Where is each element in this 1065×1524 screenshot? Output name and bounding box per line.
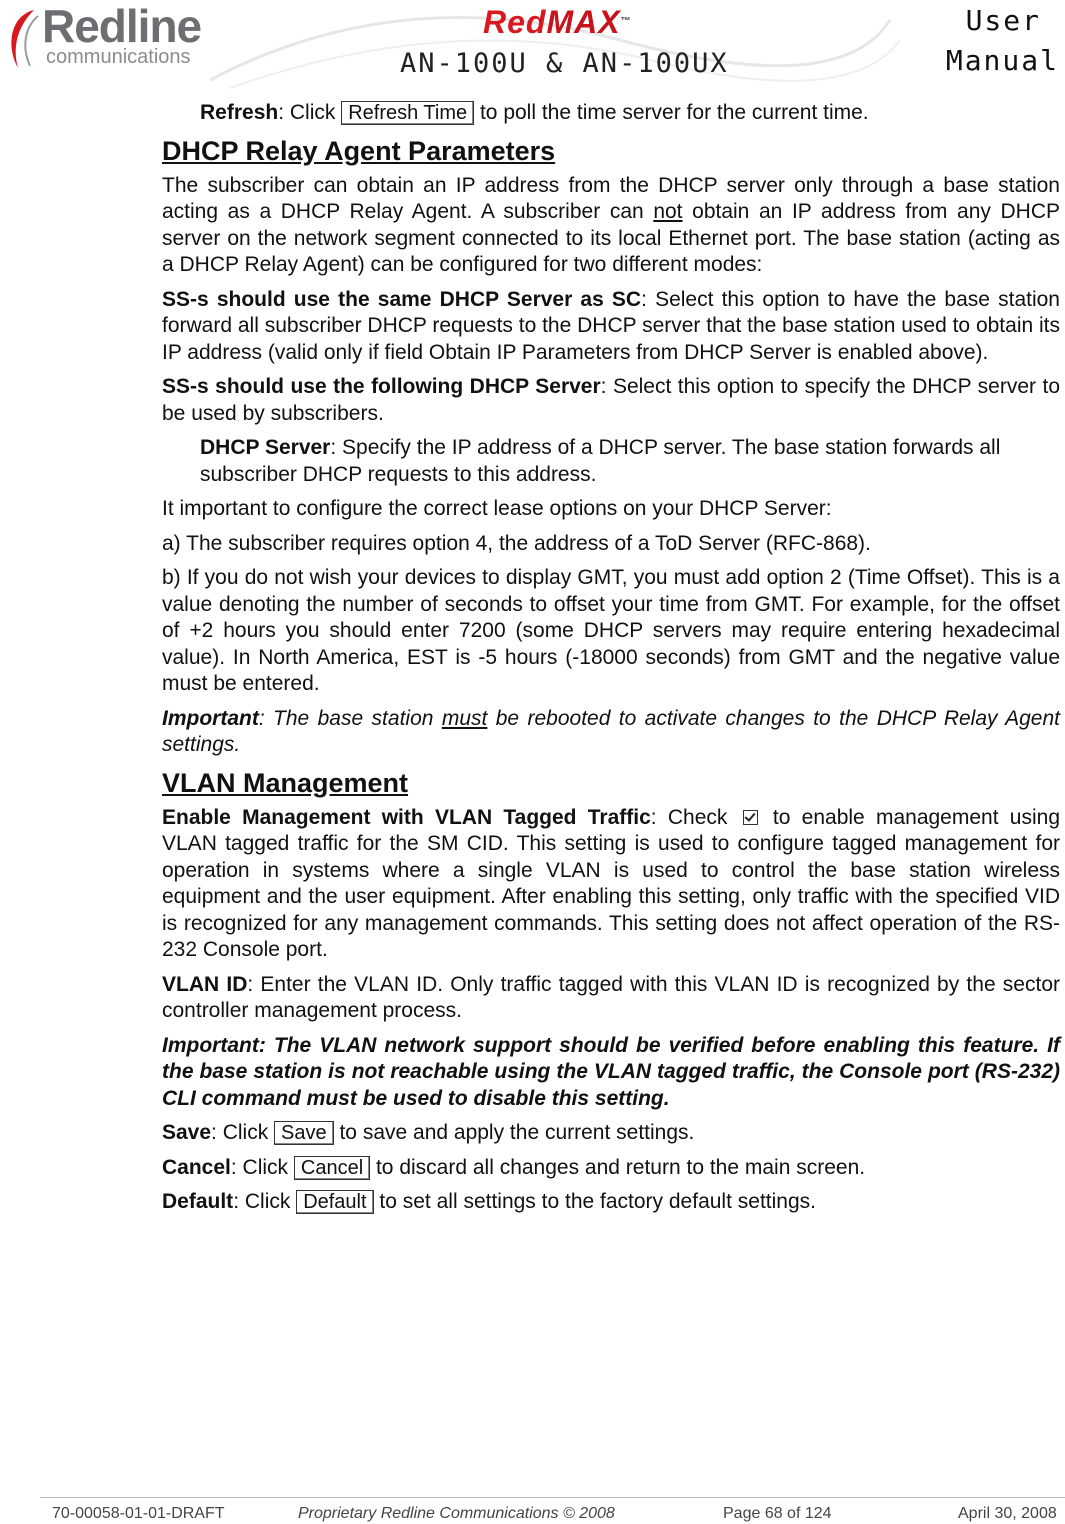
- page-header: [0, 0, 1065, 90]
- footer-doc-number: 70-00058-01-01-DRAFT: [52, 1505, 225, 1522]
- lease-option-b: b) If you do not wish your devices to display GMT, you must add option 2 (Time Offset). This is a value denoting the number of seconds to offset your time from GMT. For example, for the offset of +2 hours you should enter 7200 (some DHCP servers may require entering hexadecimal value). In North America, EST is -5 hours (-18000 seconds) from GMT and the negative value must be entered.: [162, 566, 1060, 695]
- manual-title-user: User: [965, 4, 1041, 37]
- default-button[interactable]: Default: [296, 1190, 373, 1214]
- footer-divider: [40, 1497, 1065, 1498]
- lease-intro-paragraph: It important to configure the correct lease options on your DHCP Server:: [162, 497, 832, 520]
- same-dhcp-server-paragraph: SS-s should use the same DHCP Server as SC: Select this option to have the base station forward all subscriber DHCP requests to the DHCP server that the base station used to obtain its IP address (valid only if field Obtain IP Parameters from DHCP Server is enabled above).: [162, 287, 1060, 364]
- checkbox-checked-icon: [743, 810, 758, 825]
- cancel-paragraph: Cancel: Click Cancel to discard all changes and return to the main screen.: [162, 1155, 866, 1179]
- vlan-enable-paragraph: Enable Management with VLAN Tagged Traffic: Check to enable management using VLAN tagged traffic for the SM CID. This setting is used to configure tagged management for operation in systems where a single VLAN is used to control the base station wireless equipment and the user equipment. After enabling this setting, only traffic with the specified VID is recognized for any management commands. This setting does not affect operation of the RS-232 Console port.: [162, 805, 1061, 961]
- product-name: AN-100U & AN-100UX: [400, 48, 729, 79]
- dhcp-server-paragraph: DHCP Server: Specify the IP address of a DHCP server. The base station forwards all subscriber DHCP requests to this address.: [200, 436, 1001, 486]
- important-reboot-note: Important: The base station must be rebooted to activate changes to the DHCP Relay Agent settings.: [162, 706, 1060, 756]
- page-content: [162, 100, 1060, 1224]
- footer-date: April 30, 2008: [958, 1505, 1057, 1522]
- logo-wordmark: Redline: [42, 0, 202, 52]
- vlan-id-paragraph: VLAN ID: Enter the VLAN ID. Only traffic tagged with this VLAN ID is recognized by the sector controller management process.: [162, 972, 1060, 1022]
- footer-page-number: Page 68 of 124: [723, 1505, 832, 1522]
- refresh-time-button[interactable]: Refresh Time: [341, 101, 474, 125]
- manual-title-manual: Manual: [945, 44, 1059, 77]
- dhcp-relay-heading: DHCP Relay Agent Parameters: [162, 135, 556, 166]
- lease-option-a: a) The subscriber requires option 4, the address of a ToD Server (RFC-868).: [162, 531, 871, 555]
- redline-swoosh-icon: [4, 6, 44, 70]
- dhcp-intro-paragraph: The subscriber can obtain an IP address from the DHCP server only through a base station acting as a DHCP Relay Agent. A subscriber can not obtain an IP address from any DHCP server on the network segment connected to its local Ethernet port. The base station (acting as a DHCP Relay Agent) can be configured for two different modes:: [162, 173, 1060, 276]
- cancel-button[interactable]: Cancel: [294, 1156, 370, 1180]
- default-paragraph: Default: Click Default to set all settings to the factory default settings.: [162, 1190, 816, 1213]
- logo-subtext: communications: [46, 46, 191, 68]
- vlan-management-heading: VLAN Management: [162, 767, 409, 798]
- following-dhcp-server-paragraph: SS-s should use the following DHCP Server: Select this option to specify the DHCP server to be used by subscribers.: [162, 375, 1061, 425]
- save-paragraph: Save: Click Save to save and apply the current settings.: [162, 1121, 695, 1144]
- save-button[interactable]: Save: [274, 1121, 334, 1145]
- footer-proprietary: Proprietary Redline Communications © 2008: [298, 1505, 615, 1522]
- redmax-logo: RedMAX™: [483, 4, 632, 40]
- redline-logo: [4, 2, 214, 76]
- important-vlan-note: Important: The VLAN network support should be verified before enabling this feature. If the base station is not reachable using the VLAN tagged traffic, the Console port (RS-232) CLI command must be used to disable this setting.: [162, 1033, 1060, 1110]
- refresh-paragraph: Refresh: Click Refresh Time to poll the time server for the current time.: [200, 101, 869, 124]
